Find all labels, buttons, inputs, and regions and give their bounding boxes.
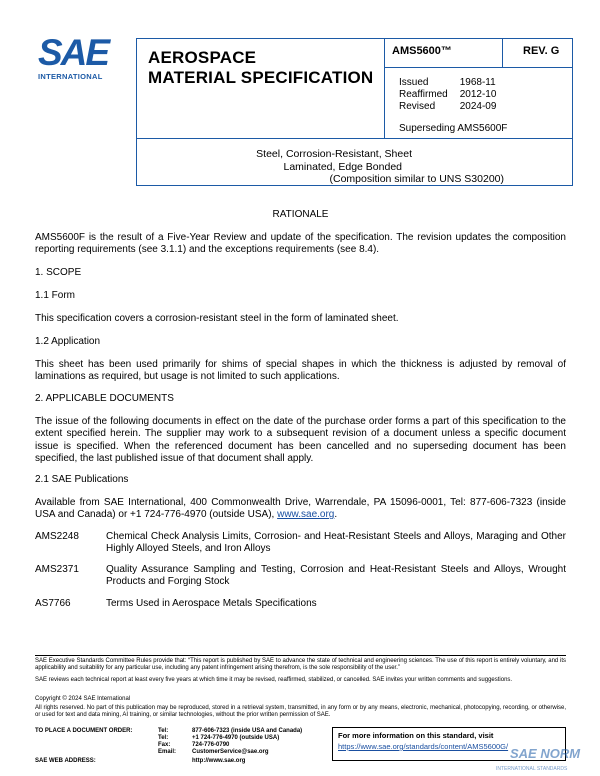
reference-code: AMS2371 [35,564,79,575]
document-subject [140,148,504,186]
header-divider [384,67,573,68]
date-label: Issued [399,77,429,88]
paragraph-text: Available from SAE International, 400 Commonwealth Drive, Warrendale, PA 15096-0001, Tel: 877-606-7323 (inside USA and Canada) or +1 724-776-4970 (outside USA), [35,497,566,521]
reference-title: Terms Used in Aerospace Metals Specifications [106,598,317,609]
subsection-heading: 2.1 SAE Publications [35,474,129,485]
order-field-label: Tel: [158,728,169,734]
order-field-value: +1 724-776-4970 (outside USA) [192,735,280,741]
date-value: 1968-11 [459,77,496,88]
order-field-value: 877-606-7323 (inside USA and Canada) [192,728,303,734]
title-line: AEROSPACE [148,48,257,67]
header-divider [502,38,503,67]
document-dates [399,77,496,113]
subject-line: (Composition similar to UNS S30200) [329,173,504,185]
order-email[interactable]: CustomerService@sae.org [192,749,269,755]
reference-code: AS7766 [35,598,71,609]
web-address-label: SAE WEB ADDRESS: [35,758,96,764]
footer-note: All rights reserved. No part of this publication may be reproduced, stored in a retrieval system, transmitted, in any form or by any means, electronic, mechanical, photocopying, recording, or otherwise, or used for text and data mining, AI training, or similar technologies, without the prior written permission of SAE. [35,705,566,719]
rationale-heading: RATIONALE [272,209,329,220]
subject-line: Steel, Corrosion-Resistant, Sheet [256,148,412,160]
order-field-label: Email: [158,749,177,755]
order-field-value: 724-776-0790 [192,742,230,748]
section-heading: 1. SCOPE [35,267,82,278]
sae-logo [38,34,122,86]
reference-title: Chemical Check Analysis Limits, Corrosion- and Heat-Resistant Steels and Alloys, Maraging and Other Highly Alloyed Steels, and Iron Alloys [106,531,566,555]
order-field-label: Fax: [158,742,171,748]
header-divider [384,38,385,138]
superseding-note: Superseding AMS5600F [399,123,508,134]
info-box-title: For more information on this standard, visit [338,731,494,740]
web-address-link[interactable]: http://www.sae.org [192,758,246,764]
order-label: TO PLACE A DOCUMENT ORDER: [35,728,133,734]
paragraph: This sheet has been used primarily for shims of special shapes in which the thickness is adjusted by removal of laminations as required, but usage is not limited to such applications. [35,359,566,383]
logo-wordmark: SAE [38,32,109,73]
subject-line: Laminated, Edge Bonded [283,160,402,173]
reference-title: Quality Assurance Sampling and Testing, Corrosion and Heat-Resistant Steels and Alloys, Wrought Products and Forging Stock [106,564,566,588]
rationale-paragraph: AMS5600F is the result of a Five-Year Review and update of the specification. The revision updates the composition reporting requirements (see 3.1.1) and the exceptions requirements (see 8.4). [35,232,566,256]
sae-website-link[interactable]: www.sae.org [277,509,335,521]
watermark: SAE NORM [510,746,581,761]
footer-rule [35,655,566,656]
title-line: MATERIAL SPECIFICATION [148,68,374,87]
footer-note: SAE Executive Standards Committee Rules provide that: “This report is published by SAE to advance the state of technical and engineering sciences. The use of this report is entirely voluntary, and its applicability and suitability for any particular use, including any patent infringement arising therefrom, is the sole responsibility of the user.” [35,658,566,672]
footer-note: SAE reviews each technical report at least every five years at which time it may be revised, reaffirmed, stabilized, or cancelled. SAE invites your written comments and suggestions. [35,677,513,683]
paragraph [35,497,566,522]
watermark-subtitle: INTERNATIONAL STANDARDS [496,766,568,772]
copyright-note: Copyright © 2024 SAE International [35,696,131,702]
date-value: 2012-10 [459,89,497,100]
header-divider [136,138,573,139]
document-number: AMS5600™ [392,45,452,57]
reference-code: AMS2248 [35,531,79,542]
subsection-heading: 1.1 Form [35,290,76,301]
subsection-heading: 1.2 Application [35,336,101,347]
logo-subtitle: INTERNATIONAL [38,72,103,81]
paragraph: This specification covers a corrosion-resistant steel in the form of laminated sheet. [35,313,399,324]
date-value: 2024-09 [459,101,497,112]
document-type-title [148,48,373,88]
revision-label: REV. G [523,45,560,57]
paragraph-text: . [334,509,338,521]
date-label: Reaffirmed [399,89,448,100]
section-heading: 2. APPLICABLE DOCUMENTS [35,393,174,404]
order-field-label: Tel: [158,735,169,741]
paragraph: The issue of the following documents in effect on the date of the purchase order forms a part of this specification to the extent specified herein. The supplier may work to a subsequent revision of a document unless a specific document issue is specified. When the referenced document has been cancelled and no superseding document has been specified, the last published issue of that document shall apply. [35,416,566,464]
date-label: Revised [399,101,436,112]
standard-url-link[interactable]: https://www.sae.org/standards/content/AMS5600G/ [338,742,509,751]
